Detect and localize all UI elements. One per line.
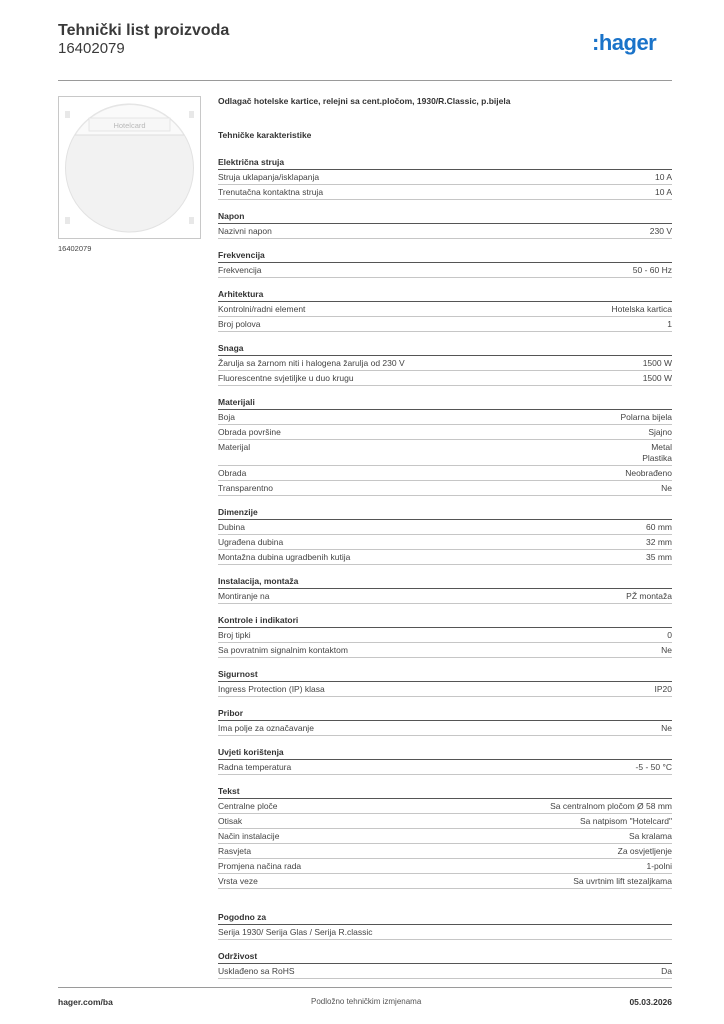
spec-value: Ne [661,482,672,493]
spec-group [218,614,672,658]
spec-label: Ugrađena dubina [218,536,284,547]
footer-date: 05.03.2026 [629,997,672,1007]
spec-group [218,707,672,736]
spec-value: Sa uvrtnim lift stezaljkama [573,875,672,886]
spec-label: Kontrolni/radni element [218,303,306,314]
spec-row [218,263,672,278]
spec-value: Za osvjetljenje [617,845,672,856]
spec-group [218,342,672,386]
spec-row [218,859,672,874]
spec-row [218,520,672,535]
spec-label: Usklađeno sa RoHS [218,965,295,976]
spec-label: Frekvencija [218,264,262,275]
spec-group [218,950,672,979]
spec-label: Ima polje za označavanje [218,722,314,733]
spec-row [218,643,672,658]
spec-row [218,371,672,386]
spec-value: Sa natpisom "Hotelcard" [579,815,672,826]
spec-group-title: Napon [218,210,672,224]
spec-value: IP20 [654,683,672,694]
spec-row [218,814,672,829]
hotelcard-imprint: Hotelcard [113,121,146,130]
spec-value: Polarna bijela [620,411,672,422]
spec-value: Ne [661,722,672,733]
spec-group-title: Frekvencija [218,249,672,263]
spec-value: Hotelska kartica [611,303,672,314]
spec-value: -5 - 50 °C [635,761,672,772]
spec-row [218,481,672,496]
spec-value: 0 [667,629,672,640]
spec-group-title: Sigurnost [218,668,672,682]
spec-group-title: Kontrole i indikatori [218,614,672,628]
product-image [58,96,201,239]
spec-group-title: Tekst [218,785,672,799]
spec-value: Sjajno [648,426,672,437]
spec-label: Radna temperatura [218,761,292,772]
spec-value: 1500 W [642,372,672,383]
spec-row [218,224,672,239]
spec-label: Otisak [218,815,243,826]
footer-website[interactable]: hager.com/ba [58,997,113,1007]
spec-value: 50 - 60 Hz [632,264,672,275]
spec-row [218,589,672,604]
spec-row [218,317,672,332]
spec-label: Fluorescentne svjetiljke u duo krugu [218,372,354,383]
spec-group-title: Pogodno za [218,911,672,925]
spec-group-title: Instalacija, montaža [218,575,672,589]
spec-group-title: Dimenzije [218,506,672,520]
spec-value: 1500 W [642,357,672,368]
spec-label: Materijal [218,441,251,452]
section-heading: Tehničke karakteristike [218,130,312,140]
spec-row [218,302,672,317]
spec-value: 230 V [649,225,672,236]
spec-label: Centralne ploče [218,800,278,811]
spec-label: Montažna dubina ugradbenih kutija [218,551,351,562]
spec-group-title: Održivost [218,950,672,964]
spec-label: Transparentno [218,482,273,493]
footer-divider [58,987,672,988]
document-title: Tehnički list proizvoda [58,22,230,39]
characteristics-table [218,156,672,979]
spec-label: Nazivni napon [218,225,272,236]
spec-row [218,440,672,466]
image-caption: 16402079 [58,244,92,253]
spec-group [218,746,672,775]
spec-group-title: Materijali [218,396,672,410]
spec-group [218,210,672,239]
spec-row [218,170,672,185]
spec-label: Obrada [218,467,247,478]
spec-group [218,668,672,697]
spec-group [218,575,672,604]
spec-value: Sa kralama [629,830,672,841]
spec-label: Način instalacije [218,830,280,841]
spec-row [218,844,672,859]
spec-value: 1 [667,318,672,329]
spec-row [218,185,672,200]
spec-group [218,249,672,278]
spec-row [218,721,672,736]
spec-group-title: Pribor [218,707,672,721]
spec-label: Boja [218,411,236,422]
spec-value: Metal Plastika [642,441,672,463]
spec-label: Montiranje na [218,590,270,601]
spec-value: Ne [661,644,672,655]
spec-label: Sa povratnim signalnim kontaktom [218,644,348,655]
spec-group-title: Uvjeti korištenja [218,746,672,760]
spec-label: Ingress Protection (IP) klasa [218,683,325,694]
header-divider [58,80,672,81]
spec-value: 10 A [654,171,672,182]
spec-value: PŽ montaža [626,590,672,601]
spec-row [218,550,672,565]
spec-label: Broj tipki [218,629,251,640]
spec-label: Vrsta veze [218,875,258,886]
spec-label: Rasvjeta [218,845,252,856]
spec-label: Dubina [218,521,245,532]
spec-label: Promjena načina rada [218,860,302,871]
spec-label: Žarulja sa žarnom niti i halogena žarulja od 230 V [218,357,405,368]
spec-row [218,760,672,775]
product-title: Odlagač hotelske kartice, relejni sa cent.pločom, 1930/R.Classic, p.bijela [218,96,511,106]
spec-label: Broj polova [218,318,261,329]
spec-label: Trenutačna kontaktna struja [218,186,324,197]
spec-group-title: Arhitektura [218,288,672,302]
spec-value: 1-polni [646,860,672,871]
footer-notice: Podložno tehničkim izmjenama [311,997,422,1006]
spec-group-title: Električna struja [218,156,672,170]
spec-group [218,911,672,940]
spec-value: 10 A [654,186,672,197]
logo-text: :hager [592,30,657,55]
spec-row [218,829,672,844]
spec-row [218,964,672,979]
spec-row [218,466,672,481]
spec-value: Da [661,965,672,976]
spec-row [218,799,672,814]
spec-value: 32 mm [646,536,672,547]
spec-group [218,506,672,565]
spec-value: 60 mm [646,521,672,532]
spec-label: Serija 1930/ Serija Glas / Serija R.classic [218,926,373,937]
spec-value: Sa centralnom pločom Ø 58 mm [550,800,672,811]
spec-row [218,682,672,697]
spec-group [218,785,672,889]
spec-label: Obrada površine [218,426,281,437]
spec-group [218,396,672,496]
spec-row [218,628,672,643]
spec-group [218,156,672,200]
hager-logo [592,30,674,61]
spec-value: Neobrađeno [625,467,672,478]
spec-row [218,925,672,940]
spec-group-title: Snaga [218,342,672,356]
spec-row [218,410,672,425]
spec-row [218,535,672,550]
spec-value: 35 mm [646,551,672,562]
spec-group [218,288,672,332]
product-code: 16402079 [58,40,125,57]
spec-row [218,425,672,440]
spec-row [218,356,672,371]
spec-label: Struja uklapanja/isklapanja [218,171,320,182]
spec-row [218,874,672,889]
